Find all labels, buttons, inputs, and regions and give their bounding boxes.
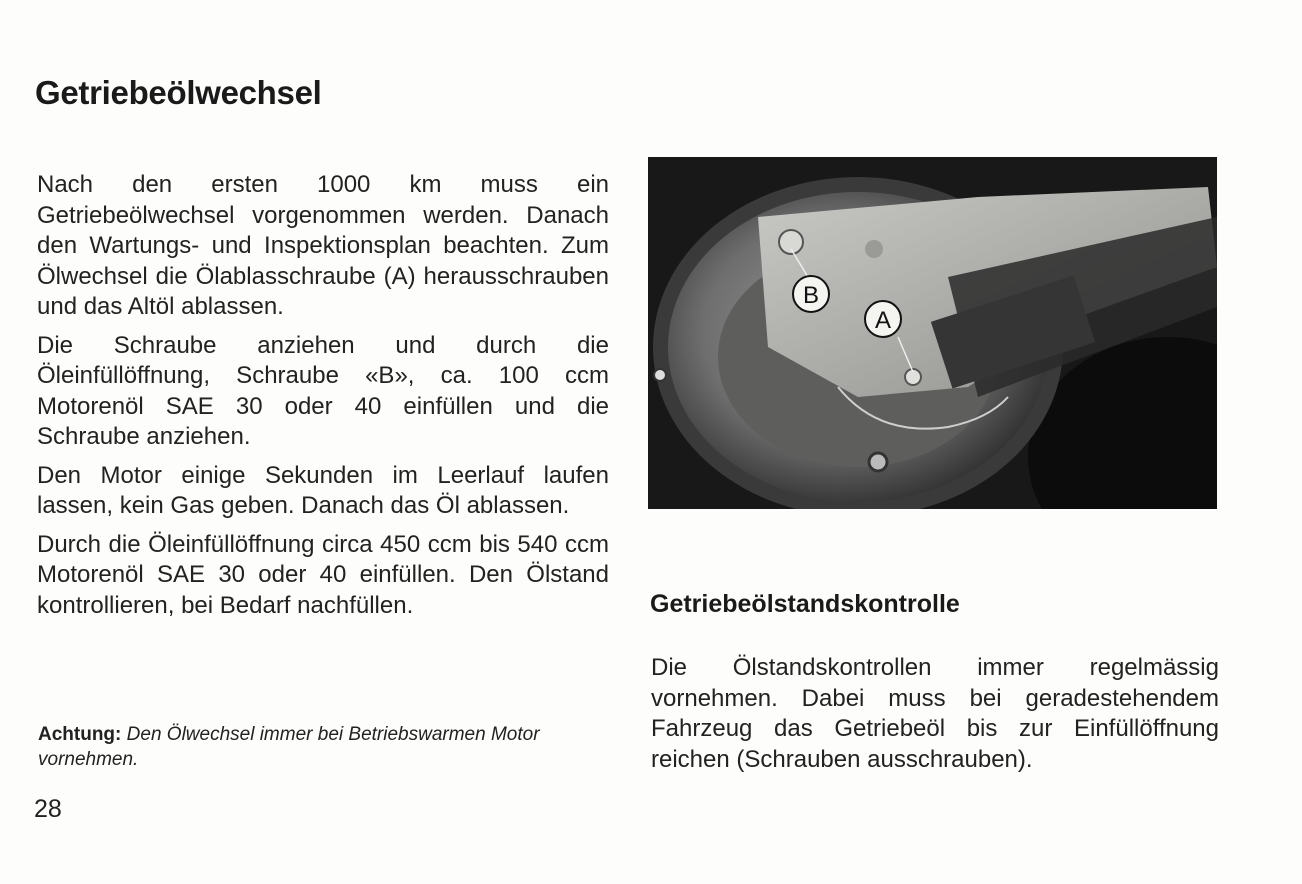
page-number: 28 [34,795,62,823]
section-subheading: Getriebeölstandskontrolle [650,590,960,618]
warning-label: Achtung [38,724,116,745]
warning-text: Den Ölwechsel immer bei Betriebswarmen Motor vornehmen. [38,724,540,770]
gearbox-photo-illustration [648,157,1217,509]
warning-note [38,722,610,772]
paragraph-refill-screw: Die Schraube anziehen und durch die Öleinfüllöffnung, Schraube «B», ca. 100 ccm Motorenöl SAE 30 oder 40 einfüllen und die Schraube anziehen. [37,331,609,450]
gearbox-photo [648,157,1217,509]
callout-a-label: A [874,307,892,334]
paragraph-final-fill: Durch die Öleinfüllöffnung circa 450 ccm bis 540 ccm Motorenöl SAE 30 oder 40 einfüllen. Den Ölstand kontrollieren, bei Bedarf nachfüllen. [37,530,609,619]
paragraph-level-check: Die Ölstandskontrollen immer regelmässig vornehmen. Dabei muss bei geradestehendem Fahrzeug das Getriebeöl bis zur Einfüllöffnung reichen (Schrauben ausschrauben). [651,654,1219,773]
level-check-column [651,653,1219,775]
warning-colon: : [115,724,122,745]
instructions-column [37,170,609,629]
page-title: Getriebeölwechsel [35,74,322,111]
paragraph-oil-change-intro: Nach den ersten 1000 km muss ein Getriebeölwechsel vorgenommen werden. Danach den Wartungs- und Inspektionsplan beachten. Zum Ölwechsel die Ölablasschraube (A) herausschrauben und das Altöl ablassen. [37,171,609,320]
paragraph-engine-idle: Den Motor einige Sekunden im Leerlauf laufen lassen, kein Gas geben. Danach das Öl ablassen. [37,461,609,519]
callout-b-label: B [802,282,820,309]
